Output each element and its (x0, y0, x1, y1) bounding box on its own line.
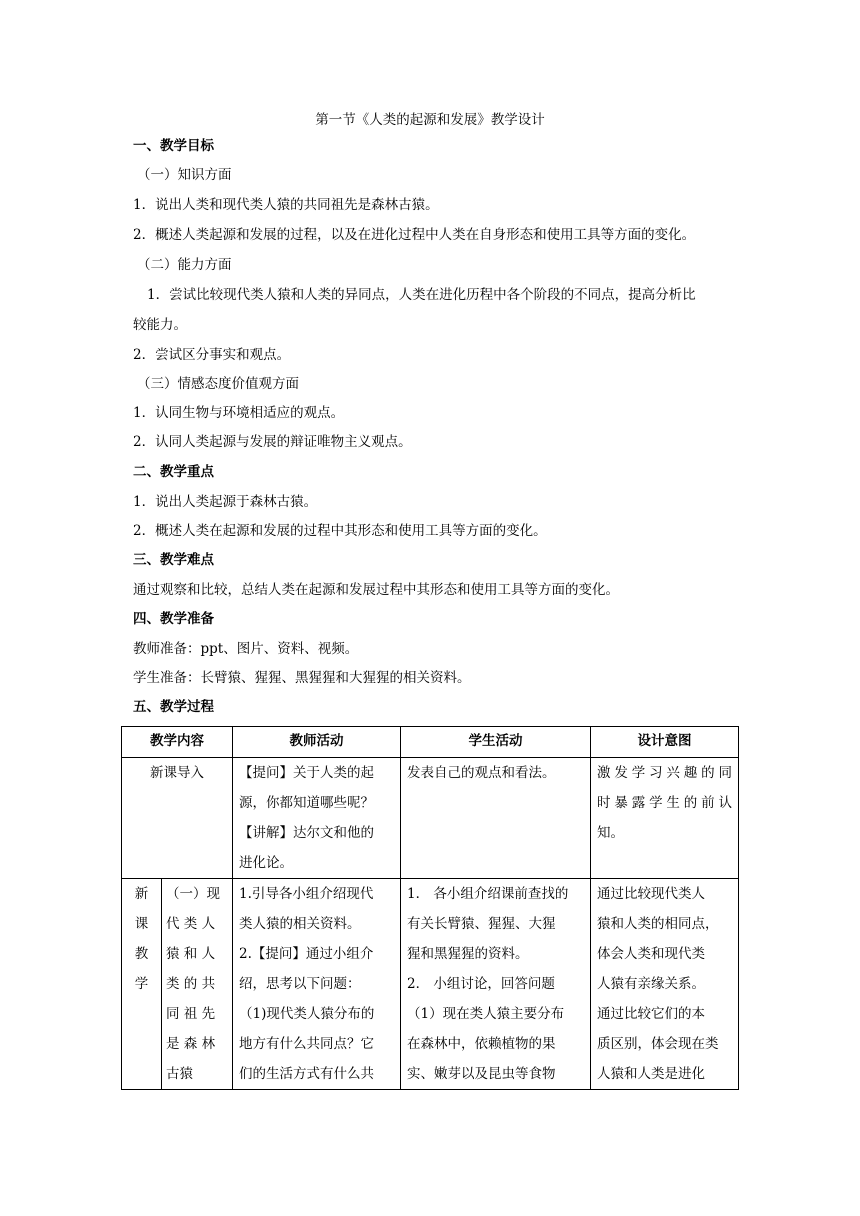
row1-intent-line: 激发学习兴趣的同 (597, 765, 732, 781)
goal-item-6: 2．认同人类起源与发展的辩证唯物主义观点。 (133, 434, 412, 450)
header-teacher: 教师活动 (233, 727, 401, 758)
row2-intent-line: 猿和人类的相同点， (597, 916, 719, 932)
row2-student (401, 879, 591, 1090)
row2-teacher (233, 879, 401, 1090)
row2-student-line: 猩和黑猩猩的资料。 (407, 946, 529, 962)
key-point-2: 2．概述人类在起源和发展的过程中其形态和使用工具等方面的变化。 (133, 523, 547, 539)
subheading-knowledge: （一）知识方面 (137, 167, 232, 183)
row1-intent-line: 知。 (597, 825, 624, 841)
difficulty-text: 通过观察和比较，总结人类在起源和发展过程中其形态和使用工具等方面的变化。 (133, 582, 619, 598)
table-row (122, 758, 739, 879)
teaching-process-table (121, 726, 739, 1090)
row1-teacher-line: 源，你都知道哪些呢？ (239, 795, 374, 811)
row2-topic-line: （一）现 (166, 886, 220, 902)
row1-teacher-line: 进化论。 (239, 855, 293, 871)
row2-student-line: （1）现在类人猿主要分布 (407, 1006, 565, 1022)
row2-teacher-line: 2.【提问】通过小组介 (239, 946, 374, 962)
header-content: 教学内容 (122, 727, 233, 758)
row2-vchar: 课 (134, 916, 149, 932)
row2-student-line: 1． 各小组介绍课前查找的 (407, 886, 569, 902)
row2-vchar: 学 (134, 976, 149, 992)
row2-teacher-line: 地方有什么共同点？它 (239, 1036, 374, 1052)
row2-vchar: 教 (134, 946, 149, 962)
row1-teacher-line: 【讲解】达尔文和他的 (239, 825, 374, 841)
row2-teacher-line: 绍，思考以下问题： (239, 976, 361, 992)
row1-student-line: 发表自己的观点和看法。 (407, 765, 556, 781)
row2-topic-line: 猿 和 人 (166, 946, 216, 962)
row2-intent-line: 体会人类和现代类 (597, 946, 705, 962)
row1-teacher (233, 758, 401, 879)
row1-teacher-line: 【提问】关于人类的起 (239, 765, 374, 781)
goal-item-5: 1．认同生物与环境相适应的观点。 (133, 405, 345, 421)
row2-teacher-line: 们的生活方式有什么共 (239, 1066, 374, 1082)
section-heading-preparation: 四、教学准备 (133, 611, 214, 627)
row2-topic-line: 代 类 人 (166, 916, 216, 932)
row2-student-line: 有关长臂猿、猩猩、大猩 (407, 916, 556, 932)
row2-intent-line: 质区别，体会现在类 (597, 1036, 719, 1052)
row2-intent-line: 通过比较它们的本 (597, 1006, 705, 1022)
row2-teacher-line: 类人猿的相关资料。 (239, 916, 361, 932)
row1-student (401, 758, 591, 879)
student-preparation: 学生准备：长臂猿、猩猩、黑猩猩和大猩猩的相关资料。 (133, 670, 471, 686)
table-row (122, 879, 739, 1090)
row2-student-line: 2． 小组讨论，回答问题 (407, 976, 555, 992)
teacher-preparation: 教师准备：ppt、图片、资料、视频。 (133, 641, 359, 657)
subheading-ability: （二）能力方面 (137, 257, 232, 273)
row2-intent-line: 通过比较现代类人 (597, 886, 705, 902)
row1-content (122, 758, 233, 879)
section-heading-goals: 一、教学目标 (133, 138, 214, 154)
row2-topic (162, 879, 233, 1090)
row1-intent (591, 758, 739, 879)
goal-item-1: 1．说出人类和现代类人猿的共同祖先是森林古猿。 (133, 197, 439, 213)
row2-topic-line: 是 森 林 (166, 1036, 216, 1052)
goal-item-3-line1: 1．尝试比较现代类人猿和人类的异同点，人类在进化历程中各个阶段的不同点，提高分析比 (147, 287, 696, 303)
section-heading-key-points: 二、教学重点 (133, 464, 214, 480)
row1-content-text: 新课导入 (150, 765, 204, 781)
row2-vchar: 新 (134, 886, 149, 902)
row2-teacher-line: 1.引导各小组介绍现代 (239, 886, 374, 902)
row2-intent-line: 人猿有亲缘关系。 (597, 976, 705, 992)
row2-intent-line: 人猿和人类是进化 (597, 1066, 705, 1082)
row2-topic-line: 古猿 (166, 1066, 193, 1082)
goal-item-4: 2．尝试区分事实和观点。 (133, 347, 291, 363)
row2-topic-line: 同 祖 先 (166, 1006, 216, 1022)
row2-teacher-line: （1)现代类人猿分布的 (239, 1006, 375, 1022)
row2-topic-line: 类 的 共 (166, 976, 216, 992)
goal-item-3-line2: 较能力。 (133, 317, 187, 333)
row2-section-label (122, 879, 162, 1090)
document-title: 第一节《人类的起源和发展》教学设计 (315, 112, 545, 128)
table-header-row (122, 727, 739, 758)
row1-intent-line: 时暴露学生的前认 (597, 795, 732, 811)
row2-student-line: 实、嫩芽以及昆虫等食物 (407, 1066, 556, 1082)
goal-item-2: 2．概述人类起源和发展的过程，以及在进化过程中人类在自身形态和使用工具等方面的变化。 (133, 227, 696, 243)
key-point-1: 1．说出人类起源于森林古猿。 (133, 494, 318, 510)
section-heading-difficulties: 三、教学难点 (133, 552, 214, 568)
header-student: 学生活动 (401, 727, 591, 758)
section-heading-process: 五、教学过程 (133, 699, 214, 715)
row2-student-line: 在森林中，依赖植物的果 (407, 1036, 556, 1052)
row2-intent (591, 879, 739, 1090)
subheading-attitude: （三）情感态度价值观方面 (137, 376, 299, 392)
header-intent: 设计意图 (591, 727, 739, 758)
